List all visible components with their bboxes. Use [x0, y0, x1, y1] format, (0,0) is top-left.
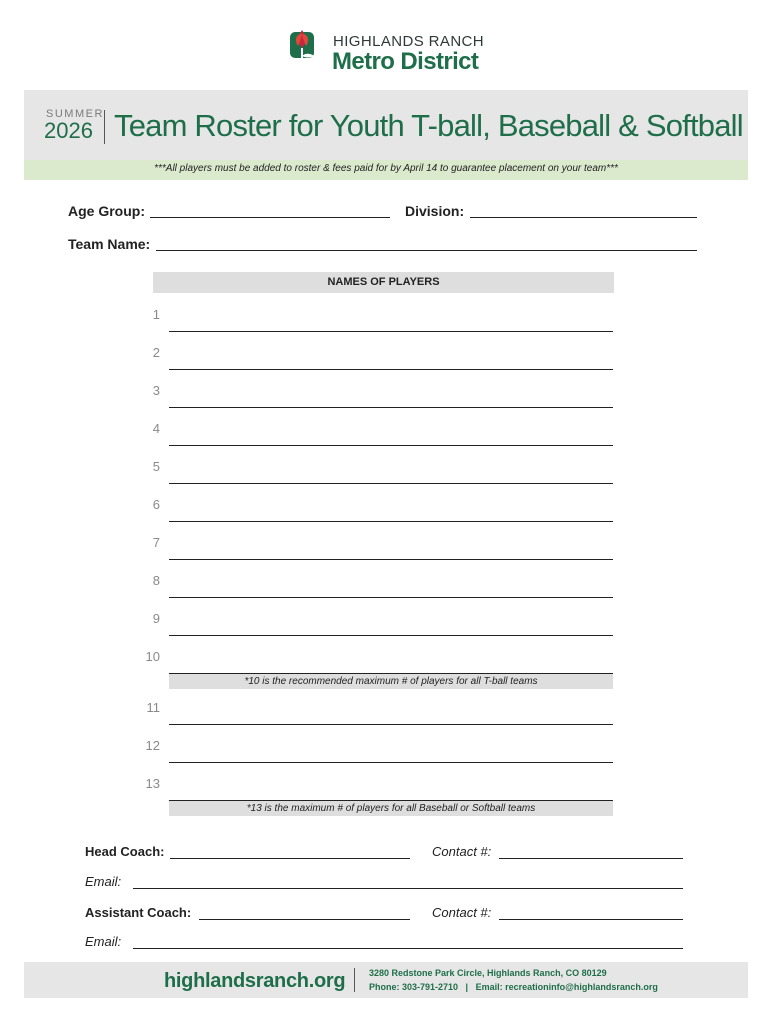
- tball-max-note: *10 is the recommended maximum # of players for all T-ball teams: [169, 674, 613, 689]
- team-name-label: Team Name:: [68, 236, 151, 252]
- footer-contact: Phone: 303-791-2710 | Email: recreationinfo@highlandsranch.org: [369, 982, 658, 992]
- team-name-field[interactable]: [156, 250, 697, 251]
- assistant-coach-contact-field[interactable]: [499, 919, 683, 920]
- header-divider: [104, 110, 105, 144]
- player-line[interactable]: [169, 724, 613, 725]
- logo-line2: Metro District: [332, 48, 479, 75]
- player-line[interactable]: [169, 407, 613, 408]
- player-number: 6: [152, 497, 160, 512]
- season-label: SUMMER: [46, 108, 104, 120]
- player-number: 5: [152, 459, 160, 474]
- player-number: 13: [145, 776, 160, 791]
- player-number: 7: [152, 535, 160, 550]
- player-number: 2: [152, 345, 160, 360]
- player-line[interactable]: [169, 445, 613, 446]
- player-line[interactable]: [169, 521, 613, 522]
- notice-text: ***All players must be added to roster & fees paid for by April 14 to guarantee placement on your team***: [154, 163, 618, 174]
- player-number: 11: [146, 700, 160, 715]
- year-label: 2026: [44, 118, 93, 143]
- assistant-coach-email-label: Email:: [85, 934, 122, 949]
- players-heading: [153, 272, 614, 293]
- player-number: 12: [145, 738, 160, 753]
- player-line[interactable]: [169, 762, 613, 763]
- player-number: 9: [152, 611, 160, 626]
- player-number: 10: [145, 649, 160, 664]
- player-line[interactable]: [169, 369, 613, 370]
- player-number: 1: [152, 307, 160, 322]
- head-coach-contact-label: Contact #:: [432, 844, 492, 859]
- logo-line1: HIGHLANDS RANCH: [333, 33, 485, 50]
- player-number: 4: [152, 421, 160, 436]
- head-coach-field[interactable]: [170, 858, 410, 859]
- age-group-field[interactable]: [150, 217, 390, 218]
- assistant-coach-field[interactable]: [199, 919, 410, 920]
- division-label: Division:: [405, 203, 465, 219]
- page-title: Team Roster for Youth T-ball, Baseball & Softball: [114, 108, 743, 143]
- player-line[interactable]: [169, 483, 613, 484]
- player-line[interactable]: [169, 331, 613, 332]
- player-line[interactable]: [169, 635, 613, 636]
- assistant-coach-label: Assistant Coach:: [85, 905, 192, 920]
- division-field[interactable]: [470, 217, 697, 218]
- head-coach-email-label: Email:: [85, 874, 122, 889]
- age-group-label: Age Group:: [68, 203, 145, 219]
- player-number: 3: [152, 383, 160, 398]
- head-coach-contact-field[interactable]: [499, 858, 683, 859]
- flower-icon: [288, 26, 328, 70]
- player-line[interactable]: [169, 559, 613, 560]
- head-coach-email-field[interactable]: [133, 888, 683, 889]
- players-heading-text: NAMES OF PLAYERS: [327, 276, 440, 288]
- assistant-coach-contact-label: Contact #:: [432, 905, 492, 920]
- player-line[interactable]: [169, 597, 613, 598]
- baseball-max-note: *13 is the maximum # of players for all Baseball or Softball teams: [169, 801, 613, 816]
- head-coach-label: Head Coach:: [85, 844, 165, 859]
- footer-address: 3280 Redstone Park Circle, Highlands Ranch, CO 80129: [369, 968, 607, 978]
- website-link[interactable]: highlandsranch.org: [164, 970, 346, 992]
- footer-divider: [354, 968, 355, 992]
- player-number: 8: [152, 573, 160, 588]
- assistant-coach-email-field[interactable]: [133, 948, 683, 949]
